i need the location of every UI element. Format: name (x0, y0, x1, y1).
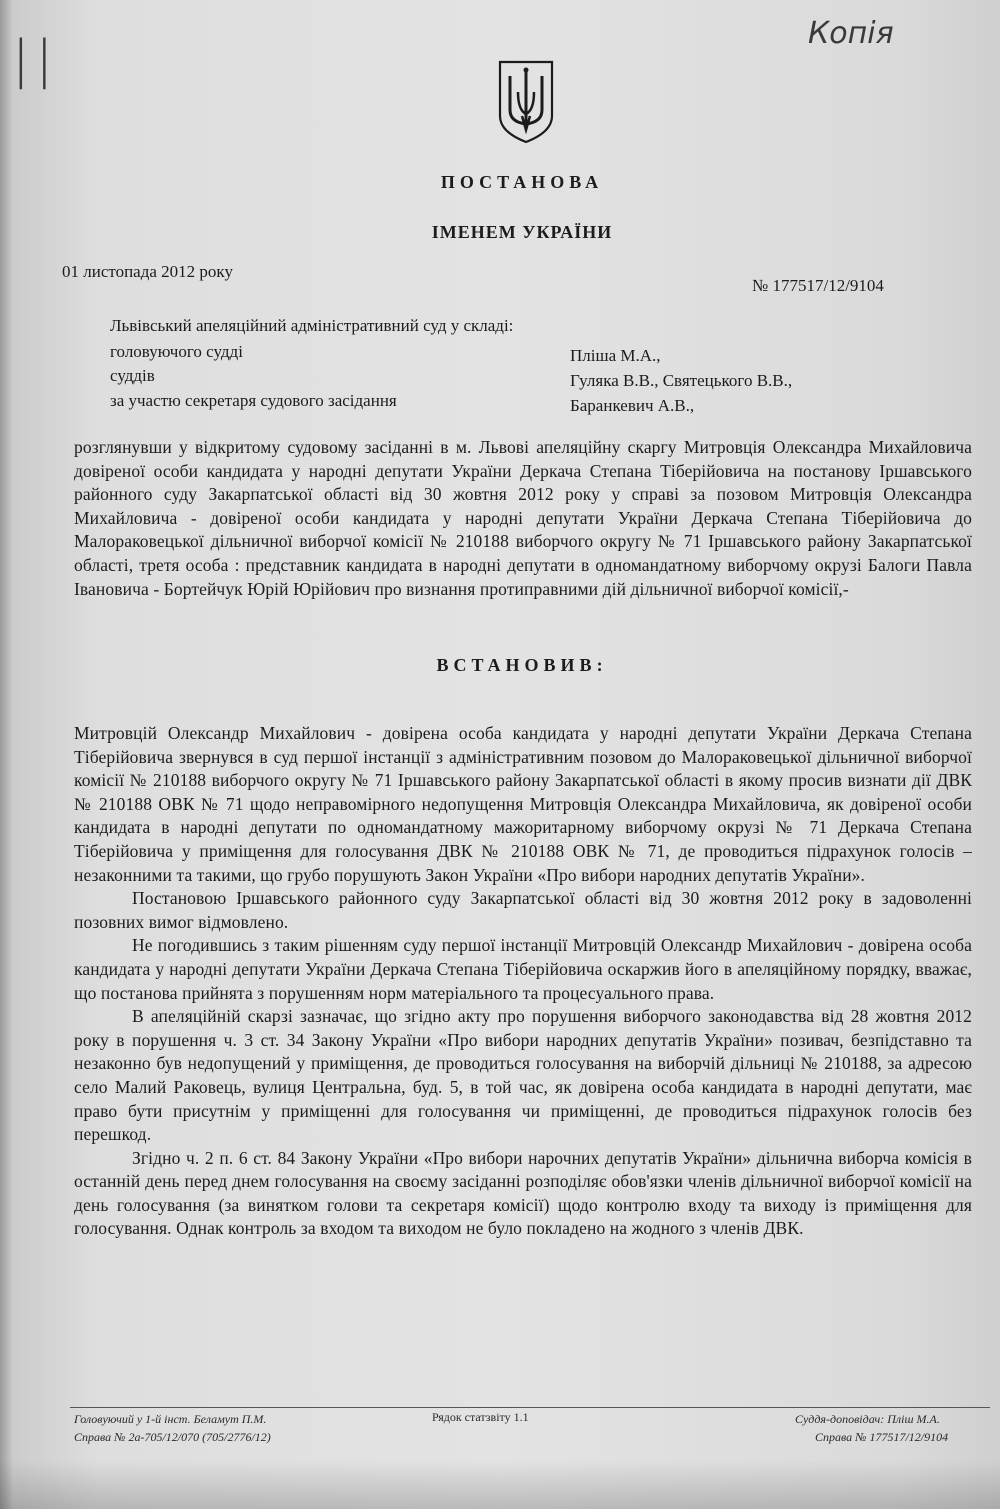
presiding-judge: Пліша М.А., (570, 346, 661, 365)
paragraph: Згідно ч. 2 п. 6 ст. 84 Закону України «Про вибори нарочних депутатів України» дільнична виборча комісія в останній день перед днем голосування на своєму засіданні розподіляє обов'язки членів дільничної виборчої комісії на день голосування (за винятком голови та секретаря комісії) щодо контролю входу та виходу із приміщення для голосування. Однак контроль за входом та виходом не було покладено на жодного з членів ДВК. (74, 1147, 972, 1239)
secretary-name: Баранкевич А.В., (570, 396, 695, 415)
handwritten-mark: || (12, 30, 60, 90)
paragraph: Не погодившись з таким рішенням суду першої інстанції Митровцій Олександр Михайлович - довірена особа кандидата у народні депутати України Деркача Степана Тіберійовича оскаржив його в апеляційному порядку, вважає, що постанова прийнята з порушенням норм матеріального та процесуального права. (74, 935, 972, 1003)
intro-paragraph: розглянувши у відкритому судовому засіданні в м. Львові апеляційну скаргу Митровція Олександра Михайловича довіреної особи кандидата у народні депутати України Деркача Степана Тіберійовича на постанову Іршавського районного суду Закарпатської області від 30 жовтня 2012 року у справі за позовом Митровція Олександра Михайловича - довіреної особи кандидата у народні депутати України Деркача Степана Тіберійовича до Малораковецької дільничної виборчої комісії № 210188 виборчого округу № 71 Іршавського району Закарпатської області, третя особа : представник кандидата в народні депутати в одномандатному виборчому окрузі Балоги Павла Івановича - Бортейчук Юрій Юрійович про визнання протиправними дій дільничної виборчої комісії,- (74, 437, 972, 599)
footer-reporting-judge: Суддя-доповідач: Пліш М.А. (795, 1412, 940, 1426)
document-date: 01 листопада 2012 року (62, 262, 233, 281)
paragraph: Митровцій Олександр Михайлович - довірена особа кандидата у народні депутати України Деркача Степана Тіберійовича звернувся в суд першої інстанції з адміністративним позовом до Малораковецької дільничної виборчої комісії № 210188 виборчого округу № 71 Іршавського району Закарпатської області в якому просив визнати дії ДВК № 210188 ОВК № 71 щодо неправомірного недопущення Митровція Олександра Михайловича, як довіреної особи кандидата в народні депутати по одномандатному мажоритарному виборчому окрузі № 71 Деркача Степана Тіберійовича у приміщення для голосування ДВК № 210188 ОВК № 71, де проводиться підрахунок голосів – незаконними та такими, що грубо порушують Закон України «Про вибори народних депутатів України». (74, 723, 972, 885)
document-title: ПОСТАНОВА (440, 172, 604, 192)
footer-case-number: Справа № 177517/12/9104 (815, 1430, 949, 1444)
footer-first-instance-case: Справа № 2а-705/12/070 (705/2776/12) (74, 1430, 271, 1444)
paragraph: Постановою Іршавського районного суду Закарпатської області від 30 жовтня 2012 року в задоволенні позовних вимог відмовлено. (74, 888, 972, 932)
court-name: Львівський апеляційний адміністративний суд у складі: (110, 316, 514, 335)
presiding-label: головуючого судді (110, 342, 243, 361)
trident-emblem-icon (496, 58, 556, 144)
secretary-label: за участю секретаря судового засідання (110, 391, 397, 410)
body-block (74, 722, 972, 1241)
section-heading: ВСТАНОВИВ: (436, 655, 608, 675)
paragraph: В апеляційній скарзі зазначає, що згідно акту про порушення виборчого законодавства від 28 жовтня 2012 року в порушення ч. 3 ст. 34 Закону України «Про вибори народних депутатів України» позивач, безпідставно та незаконно був недопущений у приміщення, де проводиться голосування на виборчій дільниці № 210188, за адресою село Малий Раковець, вулиця Центральна, буд. 5, в той час, як довірена особа кандидата в народні депутати, має право бути присутнім у приміщенні для голосування чи приміщенні, де проводиться підрахунок голосів без перешкод. (74, 1006, 972, 1145)
case-number: № 177517/12/9104 (752, 276, 884, 295)
judges-label: суддів (110, 366, 155, 385)
page-edge (0, 0, 14, 1509)
judges-names: Гуляка В.В., Святецького В.В., (570, 371, 793, 390)
footer-first-instance-judge: Головуючий у 1-й інст. Беламут П.М. (74, 1412, 267, 1426)
intro-block (74, 436, 972, 601)
document-subtitle: ІМЕНЕМ УКРАЇНИ (431, 222, 613, 242)
footer-divider (70, 1407, 990, 1408)
page-shadow (0, 1460, 1000, 1509)
handwritten-copy-note: Копія (808, 16, 894, 51)
footer-report-line: Рядок статзвіту 1.1 (432, 1410, 529, 1424)
